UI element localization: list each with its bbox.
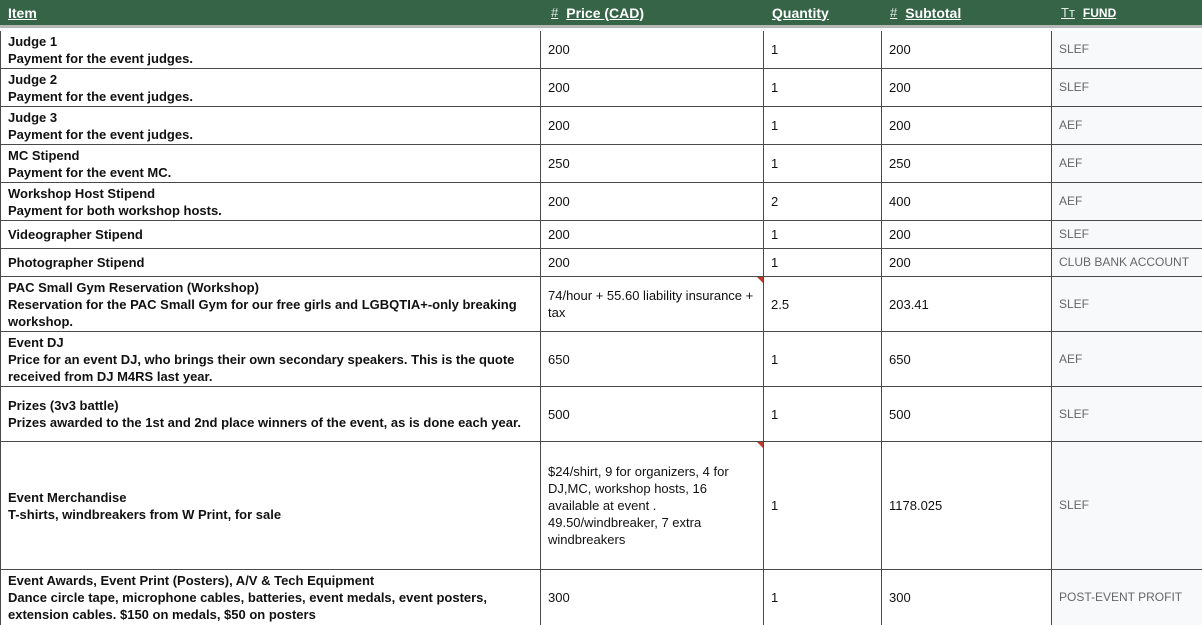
subtotal-cell[interactable]: 1178.025	[882, 442, 1052, 569]
fund-cell[interactable]: SLEF	[1052, 387, 1202, 441]
item-description: Dance circle tape, microphone cables, batteries, event medals, event posters, extension cables. $150 on medals, $50 on posters	[8, 590, 488, 622]
price-cell[interactable]: $24/shirt, 9 for organizers, 4 for DJ,MC, workshop hosts, 16 available at event . 49.50/windbreaker, 7 extra windbreakers	[541, 442, 764, 569]
column-header-quantity-label: Quantity	[772, 4, 829, 21]
item-description: Price for an event DJ, who brings their own secondary speakers. This is the quote received from DJ M4RS last year.	[8, 351, 515, 384]
price-cell[interactable]: 650	[541, 332, 764, 386]
item-cell[interactable]	[0, 183, 541, 220]
item-description: Reservation for the PAC Small Gym for our free girls and LGBQTIA+-only breaking workshop.	[8, 296, 517, 329]
item-name: Workshop Host Stipend	[8, 185, 156, 201]
subtotal-cell[interactable]: 200	[882, 69, 1052, 106]
item-name: PAC Small Gym Reservation (Workshop)	[8, 279, 259, 295]
fund-cell[interactable]: AEF	[1052, 332, 1202, 386]
price-cell[interactable]: 200	[541, 69, 764, 106]
item-name: Judge 3	[8, 109, 58, 125]
subtotal-cell[interactable]: 200	[882, 249, 1052, 276]
item-cell[interactable]	[0, 387, 541, 441]
column-header-fund[interactable]	[1052, 0, 1202, 27]
table-row	[0, 570, 1202, 625]
column-header-price[interactable]	[541, 0, 764, 27]
column-header-fund-label: FUND	[1082, 5, 1117, 20]
item-name: Event DJ	[8, 334, 64, 350]
table-row	[0, 107, 1202, 145]
item-description: Payment for the event judges.	[8, 88, 193, 104]
quantity-cell[interactable]: 1	[764, 107, 882, 144]
quantity-cell[interactable]: 1	[764, 387, 882, 441]
item-cell[interactable]	[0, 570, 541, 625]
item-cell[interactable]	[0, 249, 541, 276]
item-name: Event Merchandise	[8, 489, 127, 505]
subtotal-cell[interactable]: 400	[882, 183, 1052, 220]
table-row	[0, 183, 1202, 221]
item-cell[interactable]	[0, 221, 541, 248]
quantity-cell[interactable]: 1	[764, 69, 882, 106]
item-cell[interactable]	[0, 442, 541, 569]
item-cell[interactable]	[0, 31, 541, 68]
quantity-cell[interactable]: 1	[764, 442, 882, 569]
item-description: Payment for both workshop hosts.	[8, 202, 222, 218]
item-name: Event Awards, Event Print (Posters), A/V & Tech Equipment	[8, 573, 375, 588]
table-row	[0, 145, 1202, 183]
quantity-cell[interactable]: 2.5	[764, 277, 882, 331]
subtotal-cell[interactable]: 650	[882, 332, 1052, 386]
item-name: MC Stipend	[8, 147, 80, 163]
item-name: Videographer Stipend	[8, 227, 143, 242]
number-type-icon: #	[890, 5, 898, 20]
item-cell[interactable]	[0, 145, 541, 182]
quantity-cell[interactable]: 1	[764, 31, 882, 68]
column-header-item-label: Item	[8, 4, 37, 21]
fund-cell[interactable]: SLEF	[1052, 442, 1202, 569]
fund-cell[interactable]: POST-EVENT PROFIT	[1052, 570, 1202, 625]
item-description: Prizes awarded to the 1st and 2nd place winners of the event, as is done each year.	[8, 415, 521, 430]
item-description: Payment for the event MC.	[8, 164, 172, 180]
table-row	[0, 277, 1202, 332]
fund-cell[interactable]: AEF	[1052, 183, 1202, 220]
table-row	[0, 249, 1202, 277]
item-cell[interactable]	[0, 107, 541, 144]
fund-cell[interactable]: SLEF	[1052, 69, 1202, 106]
table-row	[0, 387, 1202, 442]
subtotal-cell[interactable]: 200	[882, 221, 1052, 248]
price-cell[interactable]: 300	[541, 570, 764, 625]
column-header-subtotal-label: Subtotal	[905, 4, 962, 21]
item-name: Prizes (3v3 battle)	[8, 398, 119, 413]
quantity-cell[interactable]: 1	[764, 249, 882, 276]
number-type-icon: #	[551, 5, 559, 20]
subtotal-cell[interactable]: 250	[882, 145, 1052, 182]
price-cell[interactable]: 74/hour + 55.60 liability insurance + tax	[541, 277, 764, 331]
item-description: T-shirts, windbreakers from W Print, for sale	[8, 506, 282, 522]
table-body	[0, 31, 1202, 625]
table-row	[0, 69, 1202, 107]
column-header-item[interactable]	[0, 0, 541, 27]
item-cell[interactable]	[0, 332, 541, 386]
fund-cell[interactable]: SLEF	[1052, 277, 1202, 331]
table-row	[0, 442, 1202, 570]
subtotal-cell[interactable]: 300	[882, 570, 1052, 625]
item-name: Judge 2	[8, 71, 58, 87]
quantity-cell[interactable]: 1	[764, 570, 882, 625]
item-name: Judge 1	[8, 33, 58, 49]
item-cell[interactable]	[0, 277, 541, 331]
header-row	[0, 0, 1202, 28]
column-header-price-label: Price (CAD)	[566, 4, 645, 21]
column-header-subtotal[interactable]	[882, 0, 1052, 27]
fund-cell[interactable]: CLUB BANK ACCOUNT	[1052, 249, 1202, 276]
table-row	[0, 221, 1202, 249]
item-name: Photographer Stipend	[8, 255, 145, 270]
price-cell[interactable]: 200	[541, 31, 764, 68]
table-row	[0, 332, 1202, 387]
comment-indicator-icon[interactable]	[757, 442, 763, 448]
price-cell[interactable]: 250	[541, 145, 764, 182]
fund-cell[interactable]: AEF	[1052, 145, 1202, 182]
quantity-cell[interactable]: 2	[764, 183, 882, 220]
subtotal-cell[interactable]: 200	[882, 31, 1052, 68]
price-cell[interactable]: 200	[541, 221, 764, 248]
table-row	[0, 31, 1202, 69]
fund-cell[interactable]: SLEF	[1052, 31, 1202, 68]
subtotal-cell[interactable]: 500	[882, 387, 1052, 441]
fund-cell[interactable]: AEF	[1052, 107, 1202, 144]
column-header-quantity[interactable]	[764, 0, 882, 27]
quantity-cell[interactable]: 1	[764, 332, 882, 386]
quantity-cell[interactable]: 1	[764, 145, 882, 182]
subtotal-cell[interactable]: 203.41	[882, 277, 1052, 331]
price-cell[interactable]: 500	[541, 387, 764, 441]
quantity-cell[interactable]: 1	[764, 221, 882, 248]
price-cell[interactable]: 200	[541, 249, 764, 276]
price-cell[interactable]: 200	[541, 183, 764, 220]
fund-cell[interactable]: SLEF	[1052, 221, 1202, 248]
text-type-icon: Tт	[1061, 5, 1075, 20]
subtotal-cell[interactable]: 200	[882, 107, 1052, 144]
comment-indicator-icon[interactable]	[757, 277, 763, 283]
item-cell[interactable]	[0, 69, 541, 106]
price-cell[interactable]: 200	[541, 107, 764, 144]
item-description: Payment for the event judges.	[8, 50, 193, 66]
item-description: Payment for the event judges.	[8, 126, 193, 142]
